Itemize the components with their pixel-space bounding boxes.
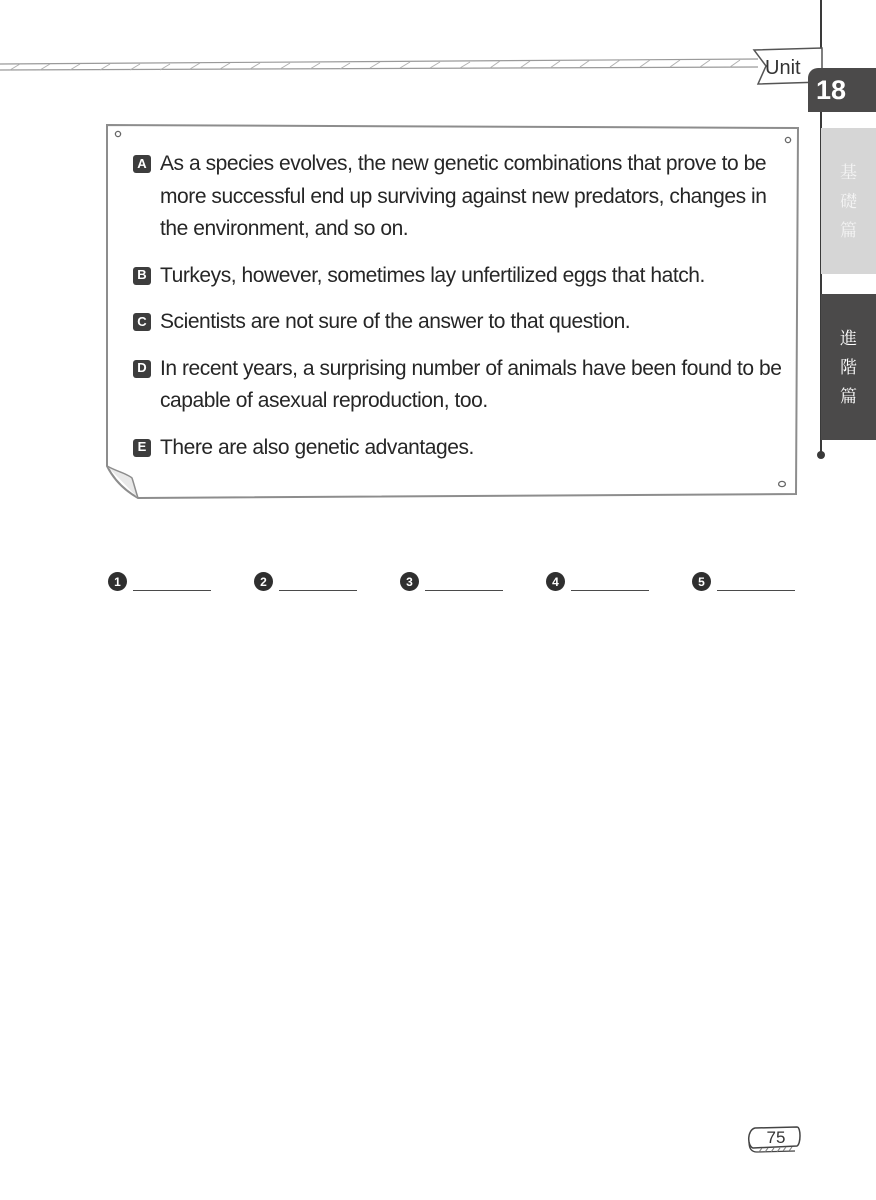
answer-slot-5[interactable] bbox=[692, 566, 795, 591]
tab-basic[interactable] bbox=[821, 128, 876, 274]
answer-number: 2 bbox=[254, 572, 273, 591]
tab-advanced[interactable] bbox=[821, 294, 876, 440]
tab-basic-char: 基 bbox=[840, 162, 857, 182]
tab-advanced-char: 階 bbox=[840, 357, 857, 377]
answer-blank[interactable] bbox=[571, 590, 649, 591]
tab-basic-char: 礎 bbox=[840, 191, 857, 211]
unit-label: Unit bbox=[765, 57, 801, 79]
sentence-item bbox=[133, 306, 783, 339]
answer-slot-4[interactable] bbox=[546, 566, 649, 591]
letter-badge: B bbox=[133, 267, 151, 285]
answer-number: 4 bbox=[546, 572, 565, 591]
letter-badge: A bbox=[133, 155, 151, 173]
answer-number: 1 bbox=[108, 572, 127, 591]
sentence-text: In recent years, a surprising number of animals have been found to be capable of asexual reproduction, too. bbox=[160, 356, 782, 412]
answer-slot-1[interactable] bbox=[108, 566, 211, 591]
tab-advanced-char: 篇 bbox=[840, 386, 857, 406]
sentence-item bbox=[133, 260, 783, 293]
answer-blank[interactable] bbox=[133, 590, 211, 591]
unit-number: 18 bbox=[808, 68, 876, 112]
sentence-text: There are also genetic advantages. bbox=[160, 435, 474, 459]
tab-basic-char: 篇 bbox=[840, 220, 857, 240]
sentence-text: As a species evolves, the new genetic combinations that prove to be more successful end up surviving against new predators, changes in the environment, and so on. bbox=[160, 152, 767, 240]
sentence-item bbox=[133, 353, 783, 418]
sentence-item bbox=[133, 432, 783, 465]
side-tab-line-dot bbox=[817, 451, 825, 459]
rope-divider bbox=[0, 56, 760, 76]
sentence-text: Scientists are not sure of the answer to that question. bbox=[160, 310, 631, 333]
tab-advanced-char: 進 bbox=[840, 328, 857, 348]
answer-blank[interactable] bbox=[717, 590, 795, 591]
letter-badge: C bbox=[133, 313, 151, 331]
letter-badge: E bbox=[133, 439, 151, 457]
answer-number: 3 bbox=[400, 572, 419, 591]
sentence-text: Turkeys, however, sometimes lay unfertilized eggs that hatch. bbox=[160, 263, 705, 287]
page-number: 75 bbox=[766, 1128, 786, 1147]
answer-blank[interactable] bbox=[279, 590, 357, 591]
sentence-item bbox=[133, 148, 783, 246]
answer-number: 5 bbox=[692, 572, 711, 591]
sentence-list bbox=[133, 148, 783, 478]
answer-slot-3[interactable] bbox=[400, 566, 503, 591]
answer-blank[interactable] bbox=[425, 590, 503, 591]
answer-row bbox=[108, 566, 808, 596]
letter-badge: D bbox=[133, 360, 151, 378]
answer-slot-2[interactable] bbox=[254, 566, 357, 591]
